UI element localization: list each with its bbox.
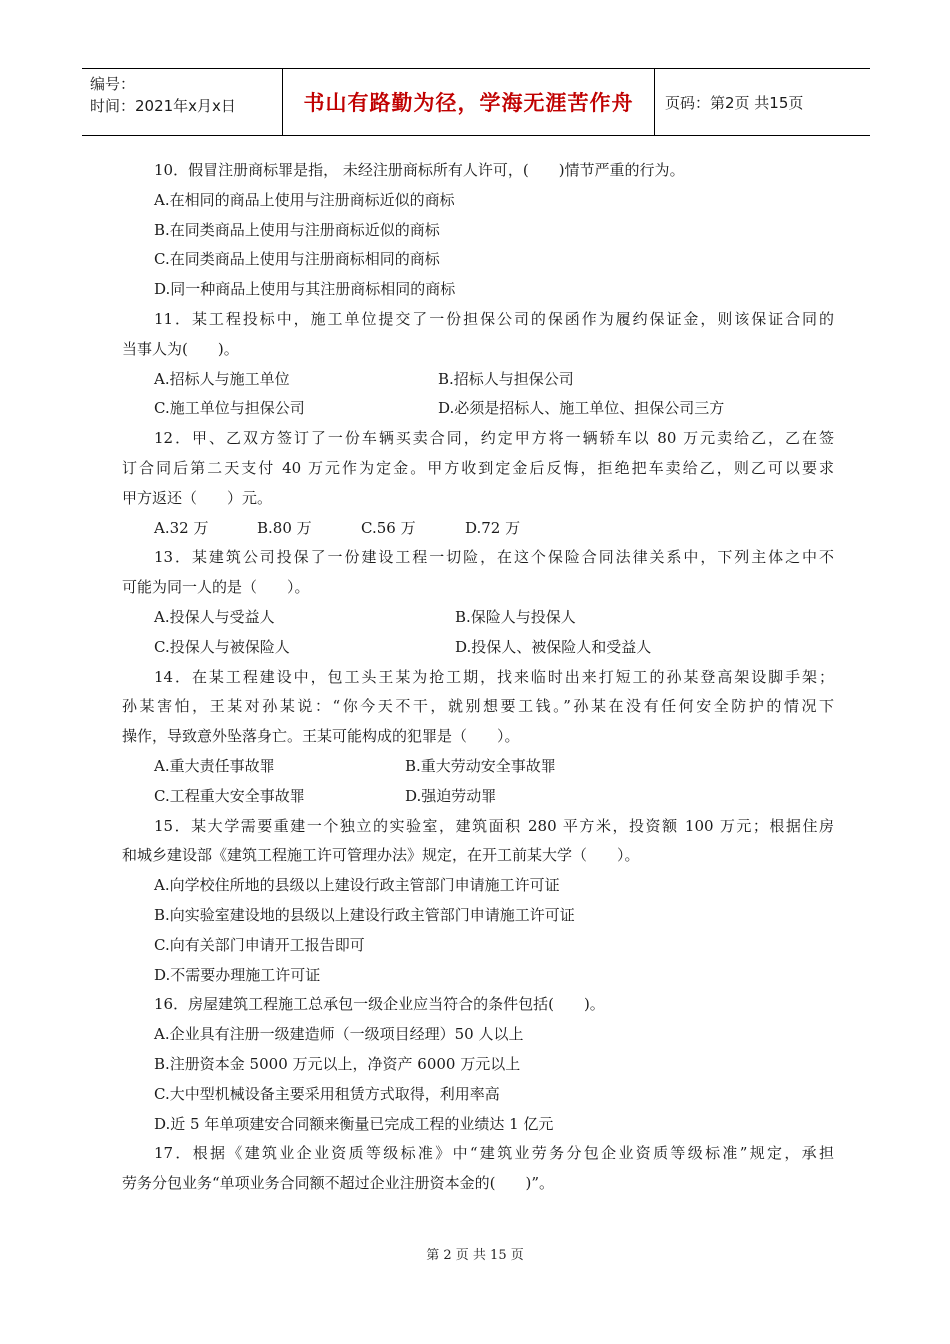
question-13-option-a: A.投保人与受益人 bbox=[154, 607, 275, 626]
question-16-option-d: D.近 5 年单项建安合同额来衡量已完成工程的业绩达 1 亿元 bbox=[154, 1114, 554, 1133]
question-10-text: 10．假冒注册商标罪是指， 未经注册商标所有人许可，( )情节严重的行为。 bbox=[154, 161, 685, 179]
question-10-option-c: C.在同类商品上使用与注册商标相同的商标 bbox=[154, 250, 440, 269]
question-11-option-d: D.必须是招标人、施工单位、担保公司三方 bbox=[438, 399, 725, 418]
question-14-option-a: A.重大责任事故罪 bbox=[154, 756, 275, 775]
question-13-option-b: B.保险人与投保人 bbox=[455, 607, 576, 626]
question-12-text-line-3: 甲方返还（ ）元。 bbox=[122, 488, 273, 507]
question-13-options-row-1 bbox=[122, 603, 834, 633]
question-12-option-b: B.80 万 bbox=[257, 518, 312, 537]
question-15-option-c: C.向有关部门申请开工报告即可 bbox=[154, 935, 365, 954]
question-13-text-line-2: 可能为同一人的是（ ）。 bbox=[122, 578, 310, 597]
question-15-option-d: D.不需要办理施工许可证 bbox=[154, 965, 321, 984]
question-16-option-a: A.企业具有注册一级建造师（一级项目经理）50 人以上 bbox=[154, 1025, 524, 1044]
question-15-text-line-1: 15．某大学需要重建一个独立的实验室，建筑面积 280 平方米，投资额 100 万元；根据住房 bbox=[154, 816, 834, 835]
question-11-option-c: C.施工单位与担保公司 bbox=[154, 399, 305, 418]
page-header bbox=[82, 68, 870, 136]
question-12-text-line-1: 12．甲、乙双方签订了一份车辆买卖合同，约定甲方将一辆轿车以 80 万元卖给乙，乙在签 bbox=[154, 429, 834, 448]
question-14-option-d: D.强迫劳动罪 bbox=[405, 786, 497, 805]
question-11-options-row-1 bbox=[122, 365, 834, 395]
question-11-text-line-2: 当事人为( )。 bbox=[122, 339, 239, 358]
question-10-option-a: A.在相同的商品上使用与注册商标近似的商标 bbox=[154, 190, 455, 209]
question-12-option-a: A.32 万 bbox=[154, 518, 209, 537]
question-14-options-row-1 bbox=[122, 752, 834, 782]
question-11-text-line-1: 11．某工程投标中，施工单位提交了一份担保公司的保函作为履约保证金，则该保证合同的 bbox=[154, 309, 834, 328]
question-11-options-row-2 bbox=[122, 394, 834, 424]
document-number-label: 编号： bbox=[90, 75, 136, 93]
header-motto: 书山有路勤为径，学海无涯苦作舟 bbox=[283, 69, 655, 135]
question-17-text-line-1: 17．根据《建筑业企业资质等级标准》中“建筑业劳务分包企业资质等级标准”规定，承担 bbox=[154, 1144, 834, 1163]
question-16-option-b: B.注册资本金 5000 万元以上，净资产 6000 万元以上 bbox=[154, 1054, 521, 1073]
question-13-option-c: C.投保人与被保险人 bbox=[154, 637, 290, 656]
question-16-text: 16．房屋建筑工程施工总承包一级企业应当符合的条件包括( )。 bbox=[154, 995, 605, 1014]
page-footer: 第 2 页 共 15 页 bbox=[426, 1248, 524, 1263]
question-15-option-b: B.向实验室建设地的县级以上建设行政主管部门申请施工许可证 bbox=[154, 905, 575, 924]
question-12-option-c: C.56 万 bbox=[361, 518, 416, 537]
question-10-option-d: D.同一种商品上使用与其注册商标相同的商标 bbox=[154, 280, 456, 299]
question-17-text-line-2: 劳务分包业务“单项业务合同额不超过企业注册资本金的( )”。 bbox=[122, 1174, 555, 1193]
question-10-option-b: B.在同类商品上使用与注册商标近似的商标 bbox=[154, 220, 440, 239]
question-14-text-line-3: 操作，导致意外坠落身亡。王某可能构成的犯罪是（ ）。 bbox=[122, 727, 520, 746]
question-content bbox=[122, 156, 834, 1199]
question-14-text-line-1: 14．在某工程建设中，包工头王某为抢工期，找来临时出来打短工的孙某登高架设脚手架； bbox=[154, 667, 834, 686]
question-12-options-row bbox=[122, 514, 834, 544]
question-13-option-d: D.投保人、被保险人和受益人 bbox=[455, 637, 652, 656]
question-15-option-a: A.向学校住所地的县级以上建设行政主管部门申请施工许可证 bbox=[154, 876, 560, 895]
question-14-option-c: C.工程重大安全事故罪 bbox=[154, 786, 305, 805]
question-14-text-line-2: 孙某害怕，王某对孙某说：“你今天不干，就别想要工钱。”孙某在没有任何安全防护的情况下 bbox=[122, 697, 834, 716]
header-page-label: 页码：第2页 共15页 bbox=[665, 93, 804, 112]
question-11-option-a: A.招标人与施工单位 bbox=[154, 369, 290, 388]
question-11-option-b: B.招标人与担保公司 bbox=[438, 369, 574, 388]
header-meta bbox=[82, 69, 283, 135]
question-14-options-row-2 bbox=[122, 782, 834, 812]
question-13-options-row-2 bbox=[122, 633, 834, 663]
question-15-text-line-2: 和城乡建设部《建筑工程施工许可管理办法》规定，在开工前某大学（ ）。 bbox=[122, 846, 640, 865]
document-date-label: 时间：2021年x月x日 bbox=[90, 97, 236, 115]
question-13-text-line-1: 13．某建筑公司投保了一份建设工程一切险，在这个保险合同法律关系中，下列主体之中不 bbox=[154, 548, 834, 567]
question-12-text-line-2: 订合同后第二天支付 40 万元作为定金。甲方收到定金后反悔，拒绝把车卖给乙，则乙可以要求 bbox=[122, 458, 834, 477]
question-14-option-b: B.重大劳动安全事故罪 bbox=[405, 756, 556, 775]
question-16-option-c: C.大中型机械设备主要采用租赁方式取得，利用率高 bbox=[154, 1084, 500, 1103]
question-12-option-d: D.72 万 bbox=[465, 518, 521, 537]
